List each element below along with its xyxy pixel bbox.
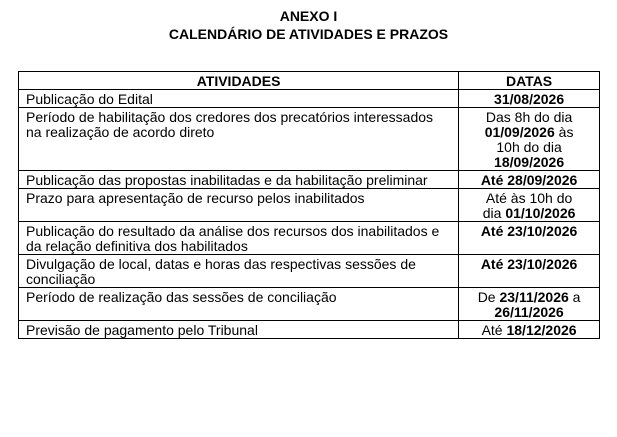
dates-column-header: DATAS [459,72,600,90]
date-text: 01/09/2026 [484,124,555,140]
activity-cell: Publicação do Edital [19,90,459,108]
date-cell [459,90,600,108]
activity-cell: Período de realização das sessões de conciliação [19,288,459,321]
date-cell [459,189,600,222]
date-cell [459,321,600,339]
activities-table [18,71,600,339]
annex-title: ANEXO I [279,8,338,24]
table-row [19,222,600,255]
table-row [19,189,600,222]
date-text: Até às 10h do [485,190,573,206]
date-text: Até 28/09/2026 [480,172,578,188]
date-text: 10h do dia [496,139,562,155]
date-text: 18/12/2026 [506,322,577,338]
date-text: 18/09/2026 [494,154,565,170]
date-text: a [572,289,581,305]
date-text: às [558,124,574,140]
activities-column-header: ATIVIDADES [19,72,459,90]
table-header-row [19,72,600,90]
date-text: 23/11/2026 [499,289,569,305]
table-row [19,108,600,171]
activity-cell: Previsão de pagamento pelo Tribunal [19,321,459,339]
date-text: De [477,289,496,305]
table-row [19,255,600,288]
date-text: 01/10/2026 [505,205,576,221]
activity-cell: Período de habilitação dos credores dos precatórios interessados na realização de acordo direto [19,108,459,171]
table-row [19,171,600,189]
activity-cell: Prazo para apresentação de recurso pelos inabilitados [19,189,459,222]
table-row [19,321,600,339]
date-text: 31/08/2026 [494,91,565,107]
date-cell [459,171,600,189]
date-text: Das 8h do dia [485,109,573,125]
date-text: Até 23/10/2026 [480,256,578,272]
date-cell [459,222,600,255]
activity-cell: Publicação do resultado da análise dos recursos dos inabilitados e da relação definitiva dos habilitados [19,222,459,255]
table-row [19,90,600,108]
date-cell [459,255,600,288]
date-cell [459,288,600,321]
date-text: Até 23/10/2026 [480,223,578,239]
activity-cell: Publicação das propostas inabilitadas e da habilitação preliminar [19,171,459,189]
date-text: Até [481,322,503,338]
activity-cell: Divulgação de local, datas e horas das respectivas sessões de conciliação [19,255,459,288]
table-row [19,288,600,321]
date-text: dia [482,205,502,221]
date-text: 26/11/2026 [494,304,564,320]
date-cell [459,108,600,171]
calendar-title: CALENDÁRIO DE ATIVIDADES E PRAZOS [168,26,449,42]
